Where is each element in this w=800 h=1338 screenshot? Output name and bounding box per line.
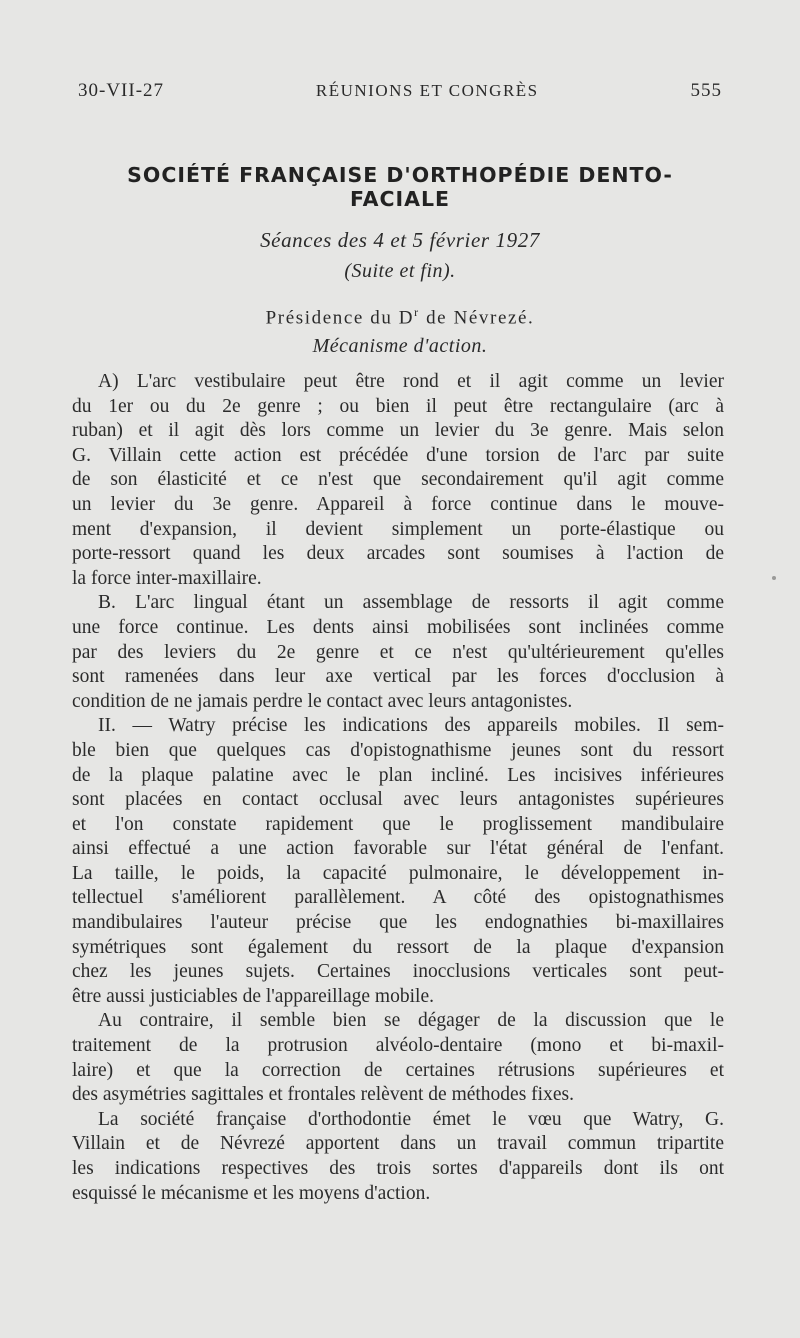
text-line: G. Villain cette action est précédée d'une torsion de l'arc par suite [72,444,724,466]
article-title-line-1: SOCIÉTÉ FRANÇAISE D'ORTHOPÉDIE DENTO- [127,163,673,187]
text-line: de son élasticité et ce n'est que secondairement qu'il agit comme [72,469,724,491]
text-line: ainsi effectué a une action favorable sur l'état général de l'enfant. [72,838,724,860]
text-line: tellectuel s'améliorent parallèlement. A côté des opistognathismes [72,887,724,909]
text-line: mandibulaires l'auteur précise que les endognathies bi-maxillaires [72,912,724,934]
section-name: RÉUNIONS ET CONGRÈS [315,81,539,100]
text-line: laire) et que la correction de certaines rétrusions supérieures et [72,1059,724,1081]
page-number: 555 [690,80,722,101]
text-line: par des leviers du 2e genre et ce n'est qu'ultérieurement qu'elles [72,641,724,663]
paper-speck [772,576,776,580]
text-line: A) L'arc vestibulaire peut être rond et il agit comme un levier [98,371,724,392]
text-line: porte-ressort quand les deux arcades sont soumises à l'action de [72,543,724,565]
running-head [78,80,722,102]
text-line: II. — Watry précise les indications des appareils mobiles. Il sem- [98,715,724,737]
article-title [80,163,720,211]
body-text [72,370,724,1206]
text-line: Au contraire, il semble bien se dégager de la discussion que le [98,1010,724,1032]
text-line: les indications respectives des trois sortes d'appareils dont ils ont [72,1158,724,1179]
issue-date: 30-VII-27 [78,80,165,101]
continuation-note: (Suite et fin). [344,260,456,282]
presidency-line [0,305,800,329]
presidency-prefix: Présidence du D [265,307,415,329]
text-line: condition de ne jamais perdre le contact avec leurs antagonistes. [72,690,573,712]
text-line: la force inter-maxillaire. [72,567,262,589]
text-line: ble bien que quelques cas d'opistognathisme jeunes sont du ressort [72,739,724,761]
text-line: La société française d'orthodontie émet le vœu que Watry, G. [98,1108,724,1130]
session-dates: Séances des 4 et 5 février 1927 [260,228,540,252]
text-line: un levier du 3e genre. Appareil à force continue dans le mouve- [72,493,724,515]
text-line: sont ramenées dans leur axe vertical par les forces d'occlusion à [72,666,724,688]
text-line: ruban) et il agit dès lors comme un levier du 3e genre. Mais selon [72,420,724,442]
text-line: et l'on constate rapidement que le proglissement mandibulaire [72,813,724,835]
text-line: ment d'expansion, il devient simplement un porte-élastique ou [72,518,724,540]
text-line: traitement de la protrusion alvéolo-dentaire (mono et bi-maxil- [72,1035,724,1057]
presidency-name: de Névrezé. [419,307,535,329]
text-line: symétriques sont également du ressort de la plaque d'expansion [72,936,724,958]
text-line: chez les jeunes sujets. Certaines inocclusions verticales sont peut- [72,961,724,983]
text-line: du 1er ou du 2e genre ; ou bien il peut être rectangulaire (arc à [72,395,724,417]
presidency-sup: r [414,305,420,319]
text-line: des asymétries sagittales et frontales relèvent de méthodes fixes. [72,1084,574,1106]
text-line: de la plaque palatine avec le plan incliné. Les incisives inférieures [72,764,724,786]
text-line: La taille, le poids, la capacité pulmonaire, le développement in- [72,862,724,884]
text-line: Villain et de Névrezé apportent dans un travail commun tripartite [72,1133,724,1155]
text-line: B. L'arc lingual étant un assemblage de ressorts il agit comme [98,592,724,614]
section-heading: Mécanisme d'action. [312,335,488,357]
text-line: sont placées en contact occlusal avec leurs antagonistes supérieures [72,789,724,811]
text-line: une force continue. Les dents ainsi mobilisées sont inclinées comme [72,616,724,638]
text-line: être aussi justiciables de l'appareillage mobile. [72,985,434,1007]
text-line: esquissé le mécanisme et les moyens d'action. [72,1182,431,1204]
article-title-line-2: FACIALE [349,187,451,211]
